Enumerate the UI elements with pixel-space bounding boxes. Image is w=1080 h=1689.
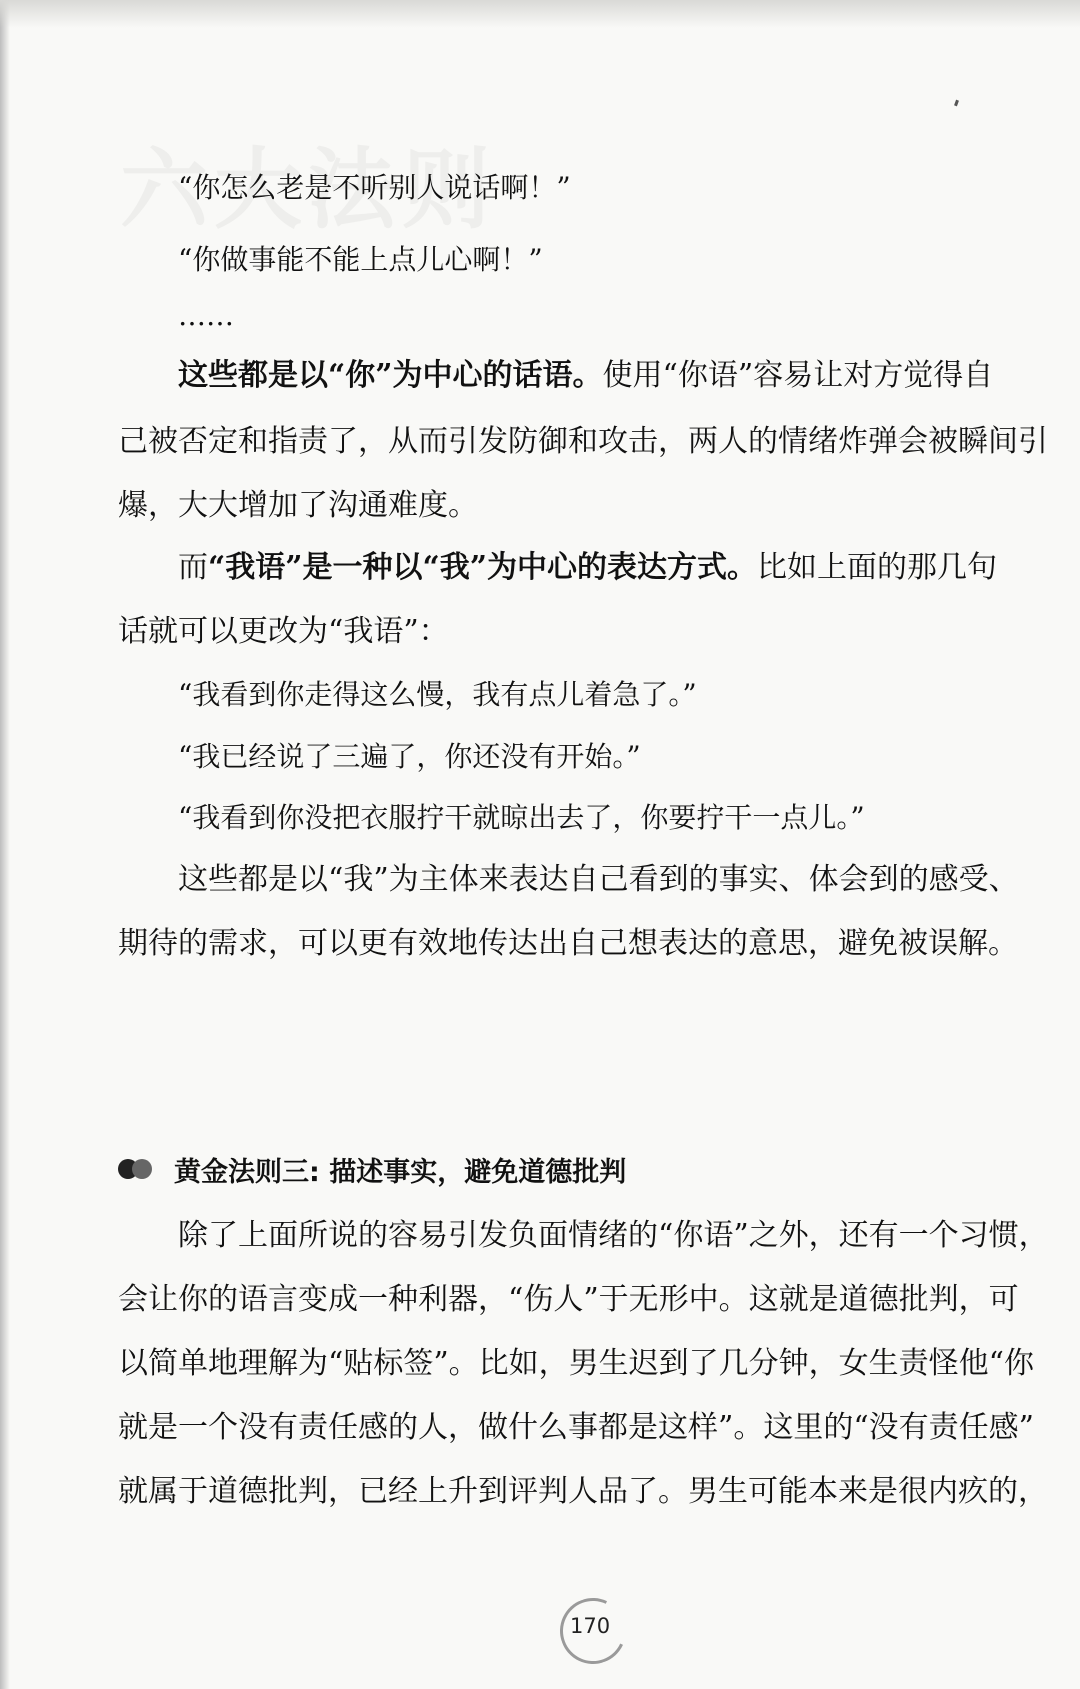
bold-statement: “我语”是一种以“我”为中心的表达方式。 bbox=[208, 550, 758, 585]
paragraph-line: 会让你的语言变成一种利器，“伤人”于无形中。这就是道德批判，可 bbox=[118, 1282, 1019, 1317]
quote-line: “我看到你没把衣服拧干就晾出去了，你要拧干一点儿。” bbox=[178, 801, 865, 834]
paragraph-line: 爆，大大增加了沟通难度。 bbox=[118, 488, 478, 523]
quote-line: “我已经说了三遍了，你还没有开始。” bbox=[178, 740, 641, 773]
paragraph-line: 就是一个没有责任感的人，做什么事都是这样”。这里的“没有责任感” bbox=[118, 1410, 1035, 1445]
paragraph-line: 以简单地理解为“贴标签”。比如，男生迟到了几分钟，女生责怪他“你 bbox=[118, 1346, 1035, 1381]
paragraph-line bbox=[178, 548, 997, 588]
bold-statement: 这些都是以“你”为中心的话语。 bbox=[178, 358, 603, 393]
paragraph-line: 期待的需求，可以更有效地传达出自己想表达的意思，避免被误解。 bbox=[118, 926, 1018, 961]
quote-line: “你做事能不能上点儿心啊！” bbox=[178, 243, 543, 276]
page-number-badge bbox=[560, 1598, 632, 1670]
page-number: 170 bbox=[570, 1614, 611, 1638]
text-span: 比如上面的那几句 bbox=[757, 550, 998, 585]
text-span: 使用“你语”容易让对方觉得自 bbox=[602, 358, 994, 393]
quote-line: “你怎么老是不听别人说话啊！” bbox=[178, 171, 571, 204]
binding-shadow bbox=[0, 0, 10, 1689]
scan-speck bbox=[954, 100, 959, 107]
paragraph-line: 除了上面所说的容易引发负面情绪的“你语”之外，还有一个习惯， bbox=[178, 1218, 1049, 1253]
paragraph-line: 话就可以更改为“我语”： bbox=[118, 614, 449, 649]
paragraph-line bbox=[178, 356, 993, 396]
section-heading bbox=[118, 1149, 626, 1189]
paragraph-line: 这些都是以“我”为主体来表达自己看到的事实、体会到的感受、 bbox=[178, 862, 1019, 897]
text-span: 而 bbox=[178, 550, 208, 585]
top-edge-shadow bbox=[0, 0, 1080, 28]
paragraph-line: 己被否定和指责了，从而引发防御和攻击，两人的情绪炸弹会被瞬间引 bbox=[118, 424, 1048, 459]
double-dot-bullet-icon bbox=[118, 1158, 156, 1180]
quote-line: “我看到你走得这么慢，我有点儿着急了。” bbox=[178, 678, 697, 711]
ellipsis-line: …… bbox=[178, 299, 234, 332]
paragraph-line: 就属于道德批判，已经上升到评判人品了。男生可能本来是很内疚的， bbox=[118, 1474, 1048, 1509]
section-heading-text: 黄金法则三: 描述事实，避免道德批判 bbox=[174, 1156, 627, 1188]
